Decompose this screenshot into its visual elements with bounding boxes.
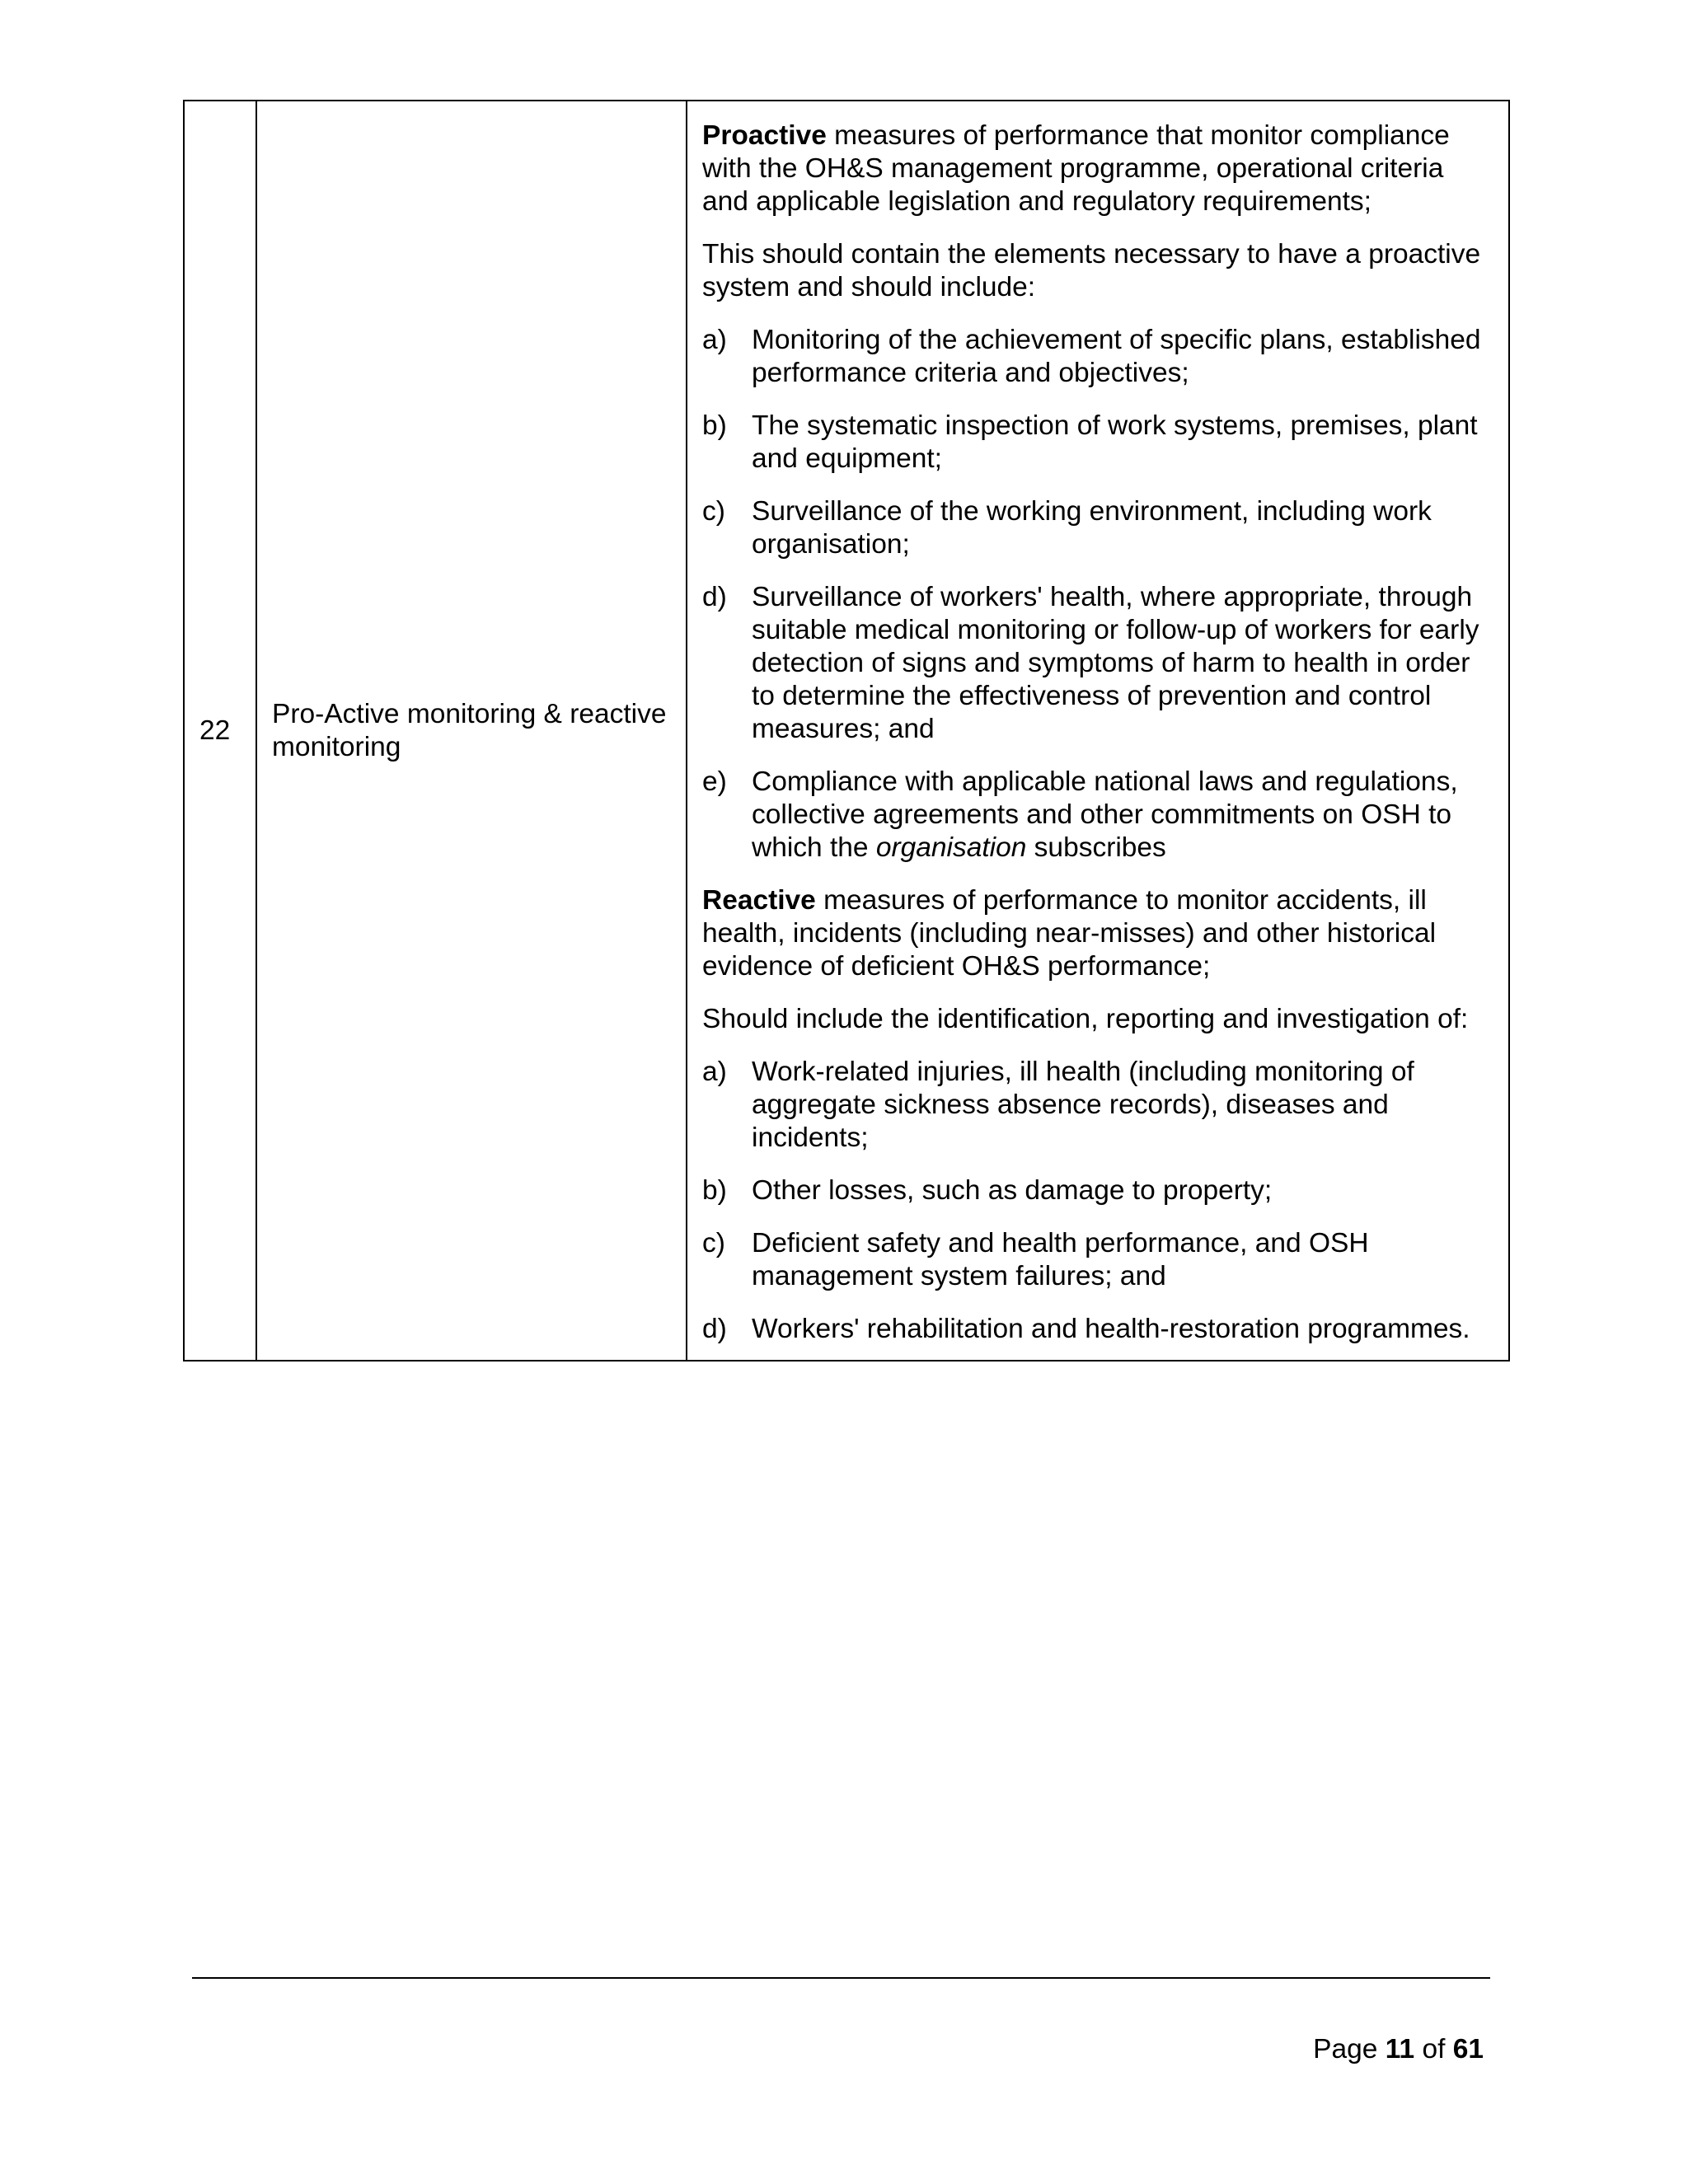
list-marker: b) [702,1175,727,1206]
list-marker: c) [702,1228,725,1258]
list-marker: d) [702,1314,727,1344]
row-number: 22 [199,715,231,746]
proactive-definition [702,120,1493,218]
reactive-list [702,1056,1493,1346]
list-item-text: Other losses, such as damage to property; [752,1175,1273,1206]
page-number [1313,2033,1484,2066]
list-item [702,1227,1493,1293]
list-item-text-italic: organisation [875,832,1027,863]
list-marker: e) [702,766,727,797]
list-item [702,581,1493,746]
list-item-text: Work-related injuries, ill health (including monitoring of aggregate sickness absence records), diseases and incidents; [752,1057,1414,1153]
list-marker: a) [702,325,727,355]
proactive-intro: This should contain the elements necessary to have a proactive system and should include: [702,239,1481,302]
row-title: Pro-Active monitoring & reactive monitoring [272,698,667,762]
footer-divider [192,1977,1490,1979]
list-item [702,1056,1493,1155]
row-number-cell [184,101,256,1361]
list-item [702,495,1493,561]
table-row [184,101,1509,1361]
list-item-text: Monitoring of the achievement of specific plans, established performance criteria and objectives; [752,325,1481,388]
page-label: Page [1313,2034,1378,2064]
reactive-lead-bold: Reactive [702,885,816,916]
list-item-text: Surveillance of workers' health, where appropriate, through suitable medical monitoring or follow-up of workers for early detection of signs and symptoms of harm to health in order to determine the effectiveness of prevention and control measures; and [752,582,1479,744]
list-item-text [752,766,1493,865]
proactive-lead-text: measures of performance that monitor compliance with the OH&S management programme, operational criteria and applicable legislation and regulatory requirements; [702,120,1450,217]
list-item-text: Surveillance of the working environment, including work organisation; [752,496,1432,560]
list-marker: b) [702,410,727,441]
list-item [702,1313,1493,1346]
list-item-text-start: Compliance with applicable national laws and regulations, collective agreements and other commitments on OSH to which the [752,766,1458,863]
reactive-intro: Should include the identification, reporting and investigation of: [702,1004,1469,1034]
list-item [702,766,1493,865]
proactive-list [702,324,1493,865]
page-of: of [1422,2034,1446,2064]
list-item [702,324,1493,390]
row-title-cell [256,101,687,1361]
list-item-text: Deficient safety and health performance, and OSH management system failures; and [752,1228,1369,1291]
list-marker: c) [702,496,725,527]
proactive-lead-bold: Proactive [702,120,827,151]
page-total: 61 [1452,2034,1484,2064]
list-item-text: Workers' rehabilitation and health-restoration programmes. [752,1314,1470,1344]
list-item-text: The systematic inspection of work systems, premises, plant and equipment; [752,410,1478,474]
reactive-lead-text: measures of performance to monitor accidents, ill health, incidents (including near-misses) and other historical evidence of deficient OH&S performance; [702,885,1437,982]
list-marker: d) [702,582,727,612]
list-item-text-end: subscribes [1026,832,1166,863]
list-item [702,1174,1493,1207]
list-item [702,410,1493,476]
row-description-cell [687,101,1509,1361]
requirements-table [183,100,1510,1361]
reactive-definition [702,884,1493,983]
list-marker: a) [702,1057,727,1087]
page-current: 11 [1385,2034,1415,2064]
